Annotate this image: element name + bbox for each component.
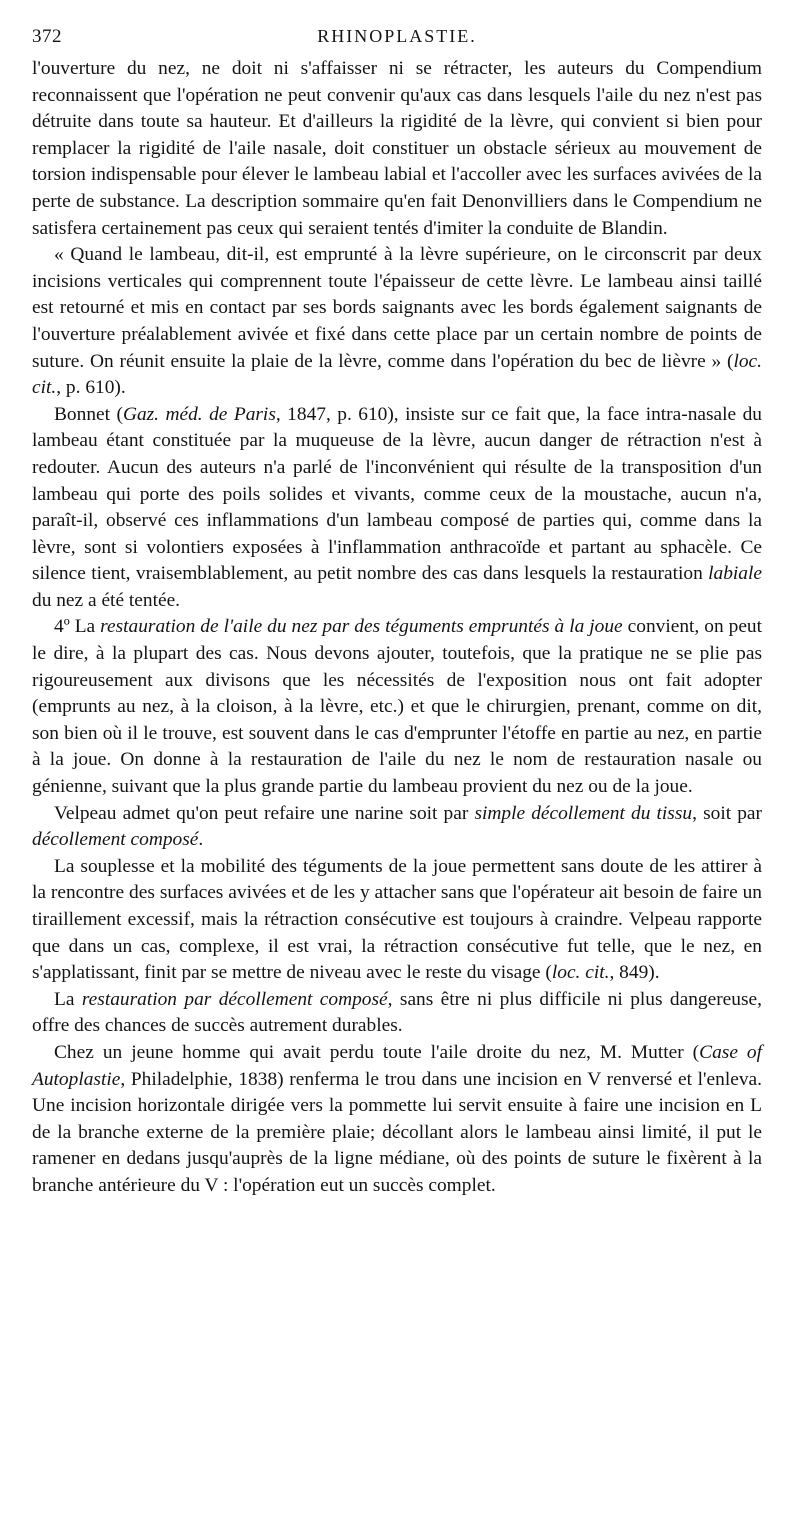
text-segment: convient, on peut le dire, à la plupart des cas. Nous devons ajouter, toutefois, que la pratique ne se plie pas rigoureusement aux divisons que les nécessités de l'exposition nous ont fait adopter (emprunts au nez, à la cloison, à la lèvre, etc.) et que le chirurgien, prenant, comme on dit, son bien où il le trouve, est souvent dans le cas d'emprunter l'étoffe en partie au nez, en partie à la joue. On donne à la restauration de l'aile du nez le nom de restauration nasale ou génienne, suivant que la plus grande partie du lambeau provient du nez ou de la joue.: [32, 616, 763, 798]
italic-text-segment: décollement composé: [32, 829, 199, 851]
italic-text-segment: loc. cit.: [32, 350, 762, 399]
italic-text-segment: loc. cit.: [551, 962, 610, 984]
text-segment: La: [54, 988, 82, 1010]
paragraph: [32, 242, 762, 402]
text-segment: 4º La: [54, 616, 101, 638]
running-head: [32, 22, 762, 56]
paragraph: [32, 987, 762, 1040]
text-segment: Bonnet (: [54, 403, 123, 425]
italic-text-segment: restauration de l'aile du nez par des téguments empruntés à la joue: [100, 616, 623, 638]
paragraph: [32, 402, 762, 615]
paragraph: [32, 614, 762, 800]
running-title: RHINOPLASTIE.: [317, 26, 477, 46]
text-segment: du nez a été tentée.: [32, 589, 181, 611]
body-text: [32, 56, 762, 1200]
paragraph: [32, 1040, 762, 1200]
text-segment: « Quand le lambeau, dit-il, est emprunté à la lèvre supérieure, on le circonscrit par deux incisions verticales qui comprennent toute l'épaisseur de cette lèvre. Le lambeau ainsi taillé est retourné et mis en contact par ses bords saignants avec les bords également saignants de l'ouverture préalablement avivée et fixé dans cette place par un certain nombre de points de suture. On réunit ensuite la plaie de la lèvre, comme dans l'opération du bec de lièvre » (: [32, 244, 762, 372]
text-segment: Velpeau admet qu'on peut refaire une narine soit par: [54, 802, 475, 824]
text-segment: , 1847, p. 610), insiste sur ce fait que, la face intra-nasale du lambeau étant constituée par la muqueuse de la lèvre, aucun danger de rétraction n'est à redouter. Aucun des auteurs n'a parlé de l'inconvénient qui résulte de la transposition d'un lambeau qui porte des poils solides et vivants, comme ceux de la moustache, aucun n'a, paraît-il, observé ces inflammations d'un lambeau composé de parties qui, comme dans la lèvre, sont si volontiers exposées à l'inflammation anthracoïde et partant au sphacèle. Ce silence tient, vraisemblablement, au petit nombre des cas dans lesquels la restauration: [32, 403, 762, 585]
text-segment: , Philadelphie, 1838) renferma le trou dans une incision en V renversé et l'enleva. Une incision horizontale dirigée vers la pommette lui servit ensuite à faire une incision en L de la branche externe de la première plaie; décollant alors le lambeau ainsi limité, il put le ramener en dedans jusqu'auprès de la ligne médiane, où des points de suture le fixèrent à la branche antérieure du V : l'opération eut un succès complet.: [32, 1068, 762, 1196]
text-segment: Chez un jeune homme qui avait perdu toute l'aile droite du nez, M. Mutter (: [54, 1041, 700, 1063]
paragraph: [32, 56, 762, 242]
text-segment: La souplesse et la mobilité des téguments de la joue permettent sans doute de les attirer à la rencontre des surfaces avivées et de les y attacher sans que l'opérateur ait besoin de faire un tiraillement excessif, mais la rétraction consécutive est toujours à craindre. Velpeau rapporte que dans un cas, complexe, il est vrai, la rétraction consécutive fut telle, que le nez, en s'applatissant, finit par se mettre de niveau avec le reste du visage (: [32, 855, 762, 984]
paragraph: [32, 801, 762, 854]
text-segment: , p. 610).: [56, 377, 126, 399]
text-segment: l'ouverture du nez, ne doit ni s'affaisser ni se rétracter, les auteurs du Compendium reconnaissent que l'opération ne peut convenir qu'aux cas dans lesquels l'aile du nez n'est pas détruite dans toute sa hauteur. Et d'ailleurs la rigidité de la lèvre, qui convient si bien pour remplacer la rigidité de l'aile nasale, doit constituer un obstacle sérieux au mouvement de torsion indispensable pour élever le lambeau labial et l'accoller avec les surfaces avivées de la perte de substance. La description sommaire qu'en fait Denonvilliers dans le Compendium ne satisfera certainement pas ceux qui seraient tentés d'imiter la conduite de Blandin.: [32, 58, 762, 239]
italic-text-segment: Case of Autoplastie: [32, 1041, 762, 1090]
page-number: 372: [32, 26, 62, 47]
paragraph: [32, 854, 762, 987]
text-segment: , sans être ni plus difficile ni plus dangereuse, offre des chances de succès autrement durables.: [32, 988, 762, 1037]
italic-text-segment: restauration par décollement composé: [81, 988, 388, 1010]
italic-text-segment: labiale: [708, 563, 762, 585]
italic-text-segment: simple décollement du tissu: [474, 802, 693, 824]
text-segment: , 849).: [609, 962, 660, 984]
italic-text-segment: Gaz. méd. de Paris: [122, 403, 276, 425]
text-segment: , soit par: [692, 802, 762, 824]
text-segment: .: [198, 829, 204, 851]
